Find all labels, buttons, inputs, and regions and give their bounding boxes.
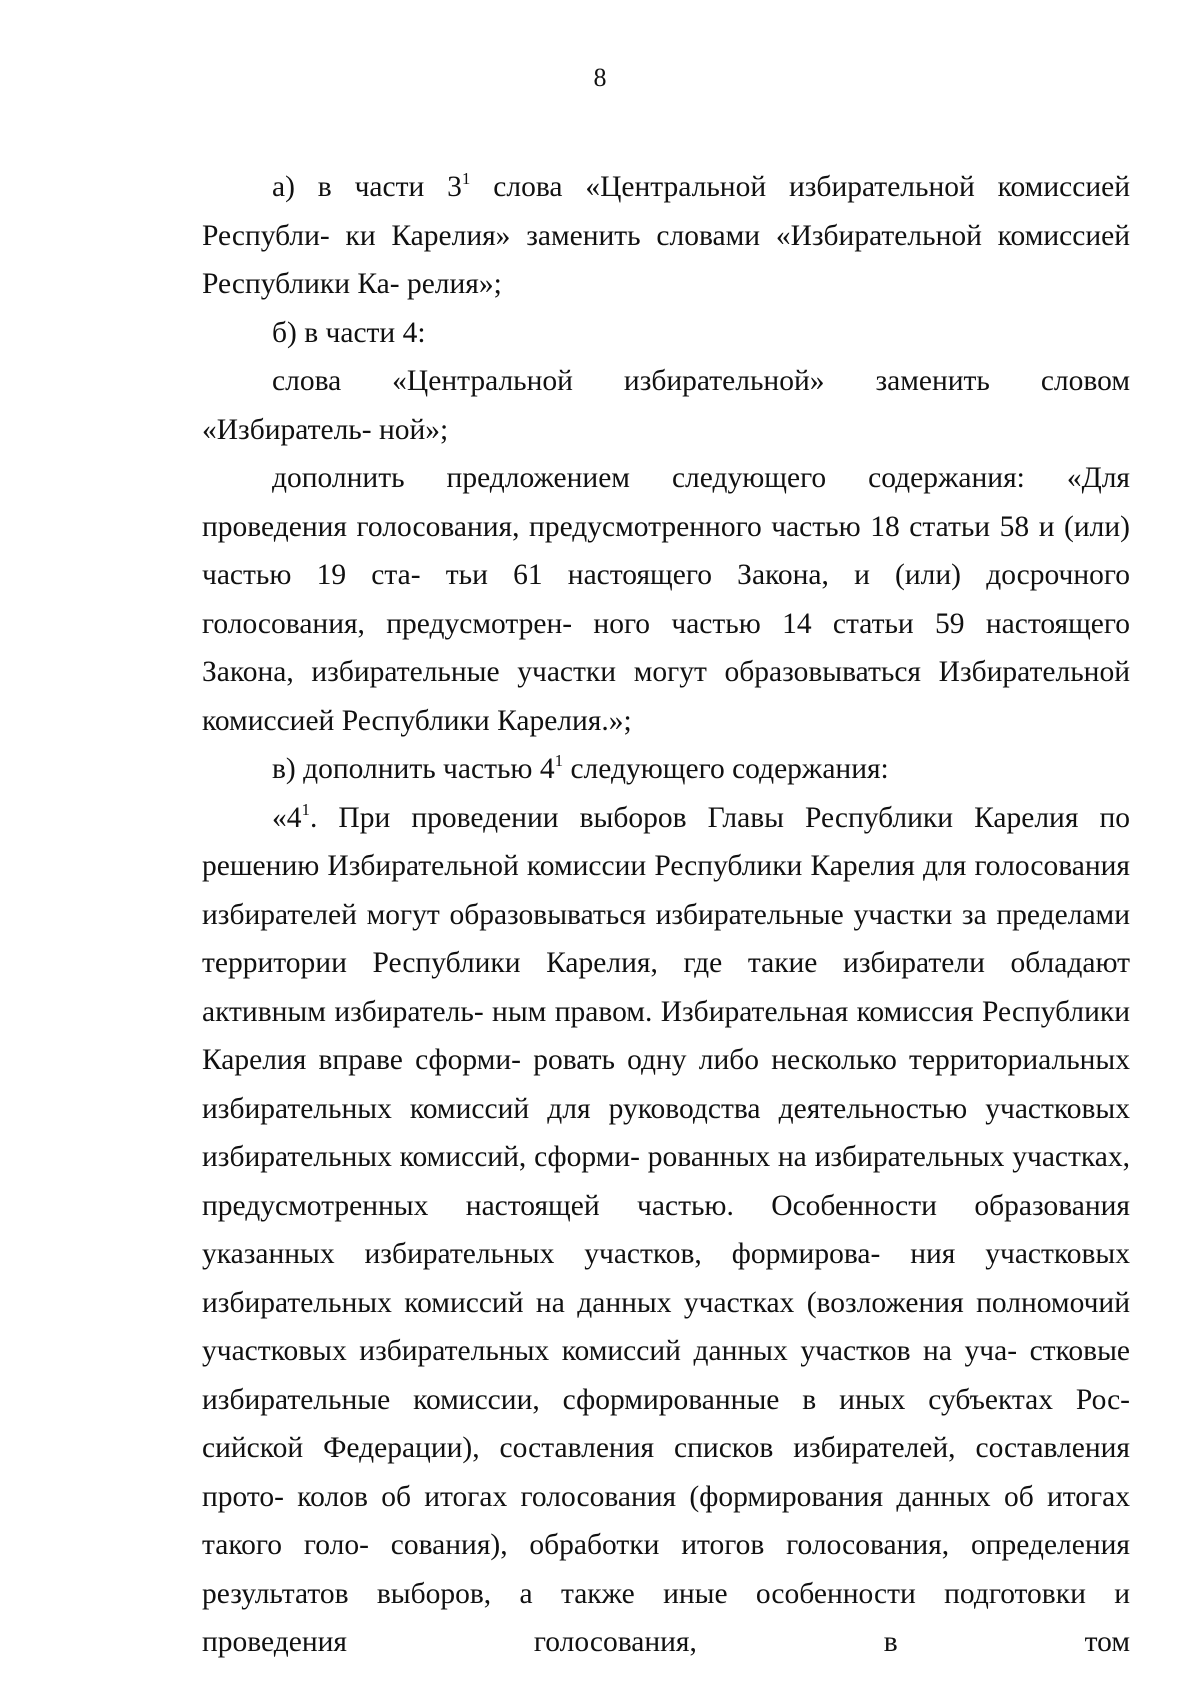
paragraph-part-text-6: ния участковых избирательных комиссий на данных участках (возложения полномочий участковых избирательных комиссий данных участков на уча - bbox=[202, 1238, 1130, 1367]
paragraph-part-text-2: . При проведении выборов Главы Республики Карелия по решению Избирательной комиссии Республики Карелия для голосования избирателей могут образовываться избирательные участки за пределами территории Республики Карелия, где такие избиратели обладают активным избиратель - bbox=[202, 802, 1130, 1028]
paragraph-part-text-7: стковые избирательные комиссии, сформированные в иных субъектах Рос - bbox=[202, 1335, 1130, 1416]
paragraph-part-text-8: сийской Федерации), составления списков избирателей, составления прото - bbox=[202, 1432, 1130, 1513]
paragraph-part-text-5: рованных на избирательных участках, предусмотренных настоящей частью. Особенности образования указанных избирательных участков, формирова - bbox=[202, 1141, 1130, 1270]
paragraph-supplement-text-3: ного частью 14 статьи 59 настоящего Закона, избирательные участки могут образовываться Избирательной комиссией Республики Карелия.»; bbox=[202, 607, 1131, 737]
paragraph-c-text-1: в) дополнить частью 4 bbox=[272, 753, 555, 785]
paragraph-words-text-1: слова «Центральной избирательной» заменить словом «Избиратель - bbox=[202, 365, 1130, 446]
paragraph-words-text-2: ной»; bbox=[378, 413, 449, 446]
paragraph-part-text-1: «4 bbox=[272, 801, 302, 834]
paragraph-a-text-2: слова «Центральной избирательной комиссией Республи - bbox=[202, 171, 1130, 252]
paragraph-part-text-10: сования), обработки итогов голосования, определения результатов выборов, а также иные особенности подготовки и проведения голосования, в том bbox=[202, 1529, 1130, 1658]
paragraph-part-text-4: ровать одну либо несколько территориальных избирательных комиссий для руководства деятельностью участковых избирательных комиссий, сформи - bbox=[202, 1044, 1130, 1173]
page-number: 8 bbox=[593, 63, 607, 92]
paragraph-supplement-text-1: дополнить предложением следующего содержания: «Для проведения голосования, предусмотренного частью 18 статьи 58 и (или) частью 19 ста - bbox=[202, 462, 1130, 591]
document-body bbox=[202, 163, 1130, 1667]
paragraph-b bbox=[202, 309, 1130, 358]
paragraph-part-4-1 bbox=[202, 794, 1130, 1667]
superscript-index: 1 bbox=[554, 751, 564, 770]
paragraph-a-text-3: ки Карелия» заменить словами «Избирательной комиссией Республики Ка - bbox=[202, 220, 1130, 301]
superscript-index: 1 bbox=[461, 169, 471, 188]
paragraph-c-text-2: следующего содержания: bbox=[563, 753, 889, 785]
paragraph-c bbox=[202, 745, 1130, 794]
paragraph-a-text-1: а) в части 3 bbox=[272, 171, 462, 203]
paragraph-b-text: б) в части 4: bbox=[272, 316, 426, 349]
paragraph-part-text-3: ным правом. Избирательная комиссия Республики Карелия вправе сформи - bbox=[202, 996, 1130, 1077]
paragraph-supplement-sentence bbox=[202, 454, 1130, 745]
paragraph-words-replacement bbox=[202, 357, 1130, 454]
paragraph-part-text-9: колов об итогах голосования (формирования данных об итогах такого голо - bbox=[202, 1481, 1130, 1562]
paragraph-supplement-text-2: тьи 61 настоящего Закона, и (или) досрочного голосования, предусмотрен - bbox=[202, 559, 1130, 640]
superscript-index: 1 bbox=[301, 799, 310, 819]
paragraph-a bbox=[202, 163, 1130, 309]
paragraph-a-text-4: релия»; bbox=[406, 268, 502, 300]
